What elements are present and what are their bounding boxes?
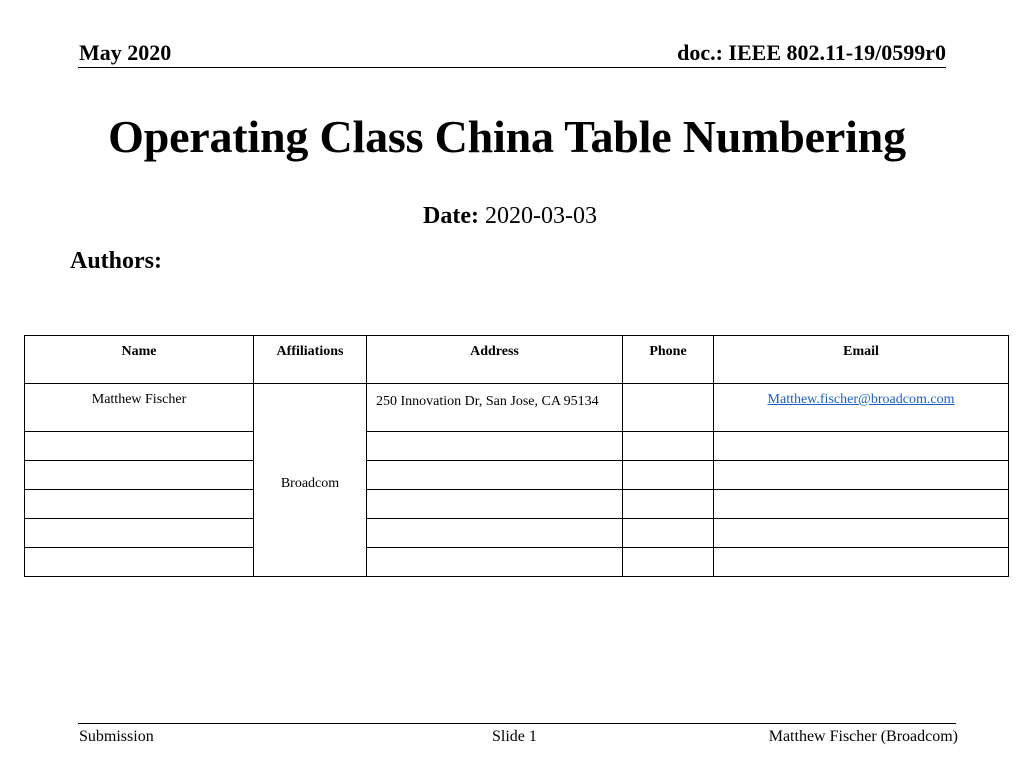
author-affiliation: Broadcom (254, 384, 367, 577)
author-address: 250 Innovation Dr, San Jose, CA 95134 (367, 384, 623, 432)
header-date: May 2020 (79, 40, 172, 65)
footer-slide-number: Slide 1 (492, 728, 537, 745)
empty-cell (623, 432, 714, 461)
table-row (25, 432, 1009, 461)
footer-submission: Submission (79, 728, 154, 745)
empty-cell (25, 432, 254, 461)
col-header-affiliations: Affiliations (254, 336, 367, 384)
header-doc-id: doc.: IEEE 802.11-19/0599r0 (677, 40, 946, 65)
author-phone (623, 384, 714, 432)
table-row (25, 490, 1009, 519)
empty-cell (25, 461, 254, 490)
author-name: Matthew Fischer (25, 384, 254, 432)
authors-table (24, 335, 1009, 577)
author-email-link[interactable]: Matthew.fischer@broadcom.com (767, 392, 955, 407)
table-row (25, 548, 1009, 577)
empty-cell (367, 490, 623, 519)
authors-heading: Authors: (70, 248, 163, 274)
empty-cell (367, 548, 623, 577)
col-header-phone: Phone (623, 336, 714, 384)
table-row (25, 384, 1009, 432)
date-label: Date: (423, 203, 479, 229)
empty-cell (367, 461, 623, 490)
header-divider (78, 67, 946, 68)
empty-cell (714, 490, 1009, 519)
empty-cell (367, 519, 623, 548)
slide-date (0, 203, 1020, 230)
empty-cell (714, 432, 1009, 461)
empty-cell (623, 519, 714, 548)
empty-cell (714, 519, 1009, 548)
slide-title: Operating Class China Table Numbering (108, 111, 906, 162)
author-email-cell (714, 384, 1009, 432)
table-header-row (25, 336, 1009, 384)
empty-cell (623, 548, 714, 577)
empty-cell (623, 461, 714, 490)
table-row (25, 461, 1009, 490)
empty-cell (714, 461, 1009, 490)
empty-cell (25, 490, 254, 519)
col-header-email: Email (714, 336, 1009, 384)
col-header-address: Address (367, 336, 623, 384)
date-value: 2020-03-03 (478, 203, 597, 229)
footer-divider (78, 723, 956, 724)
empty-cell (714, 548, 1009, 577)
empty-cell (25, 548, 254, 577)
table-row (25, 519, 1009, 548)
empty-cell (367, 432, 623, 461)
col-header-name: Name (25, 336, 254, 384)
empty-cell (623, 490, 714, 519)
footer-author: Matthew Fischer (Broadcom) (768, 728, 958, 745)
empty-cell (25, 519, 254, 548)
